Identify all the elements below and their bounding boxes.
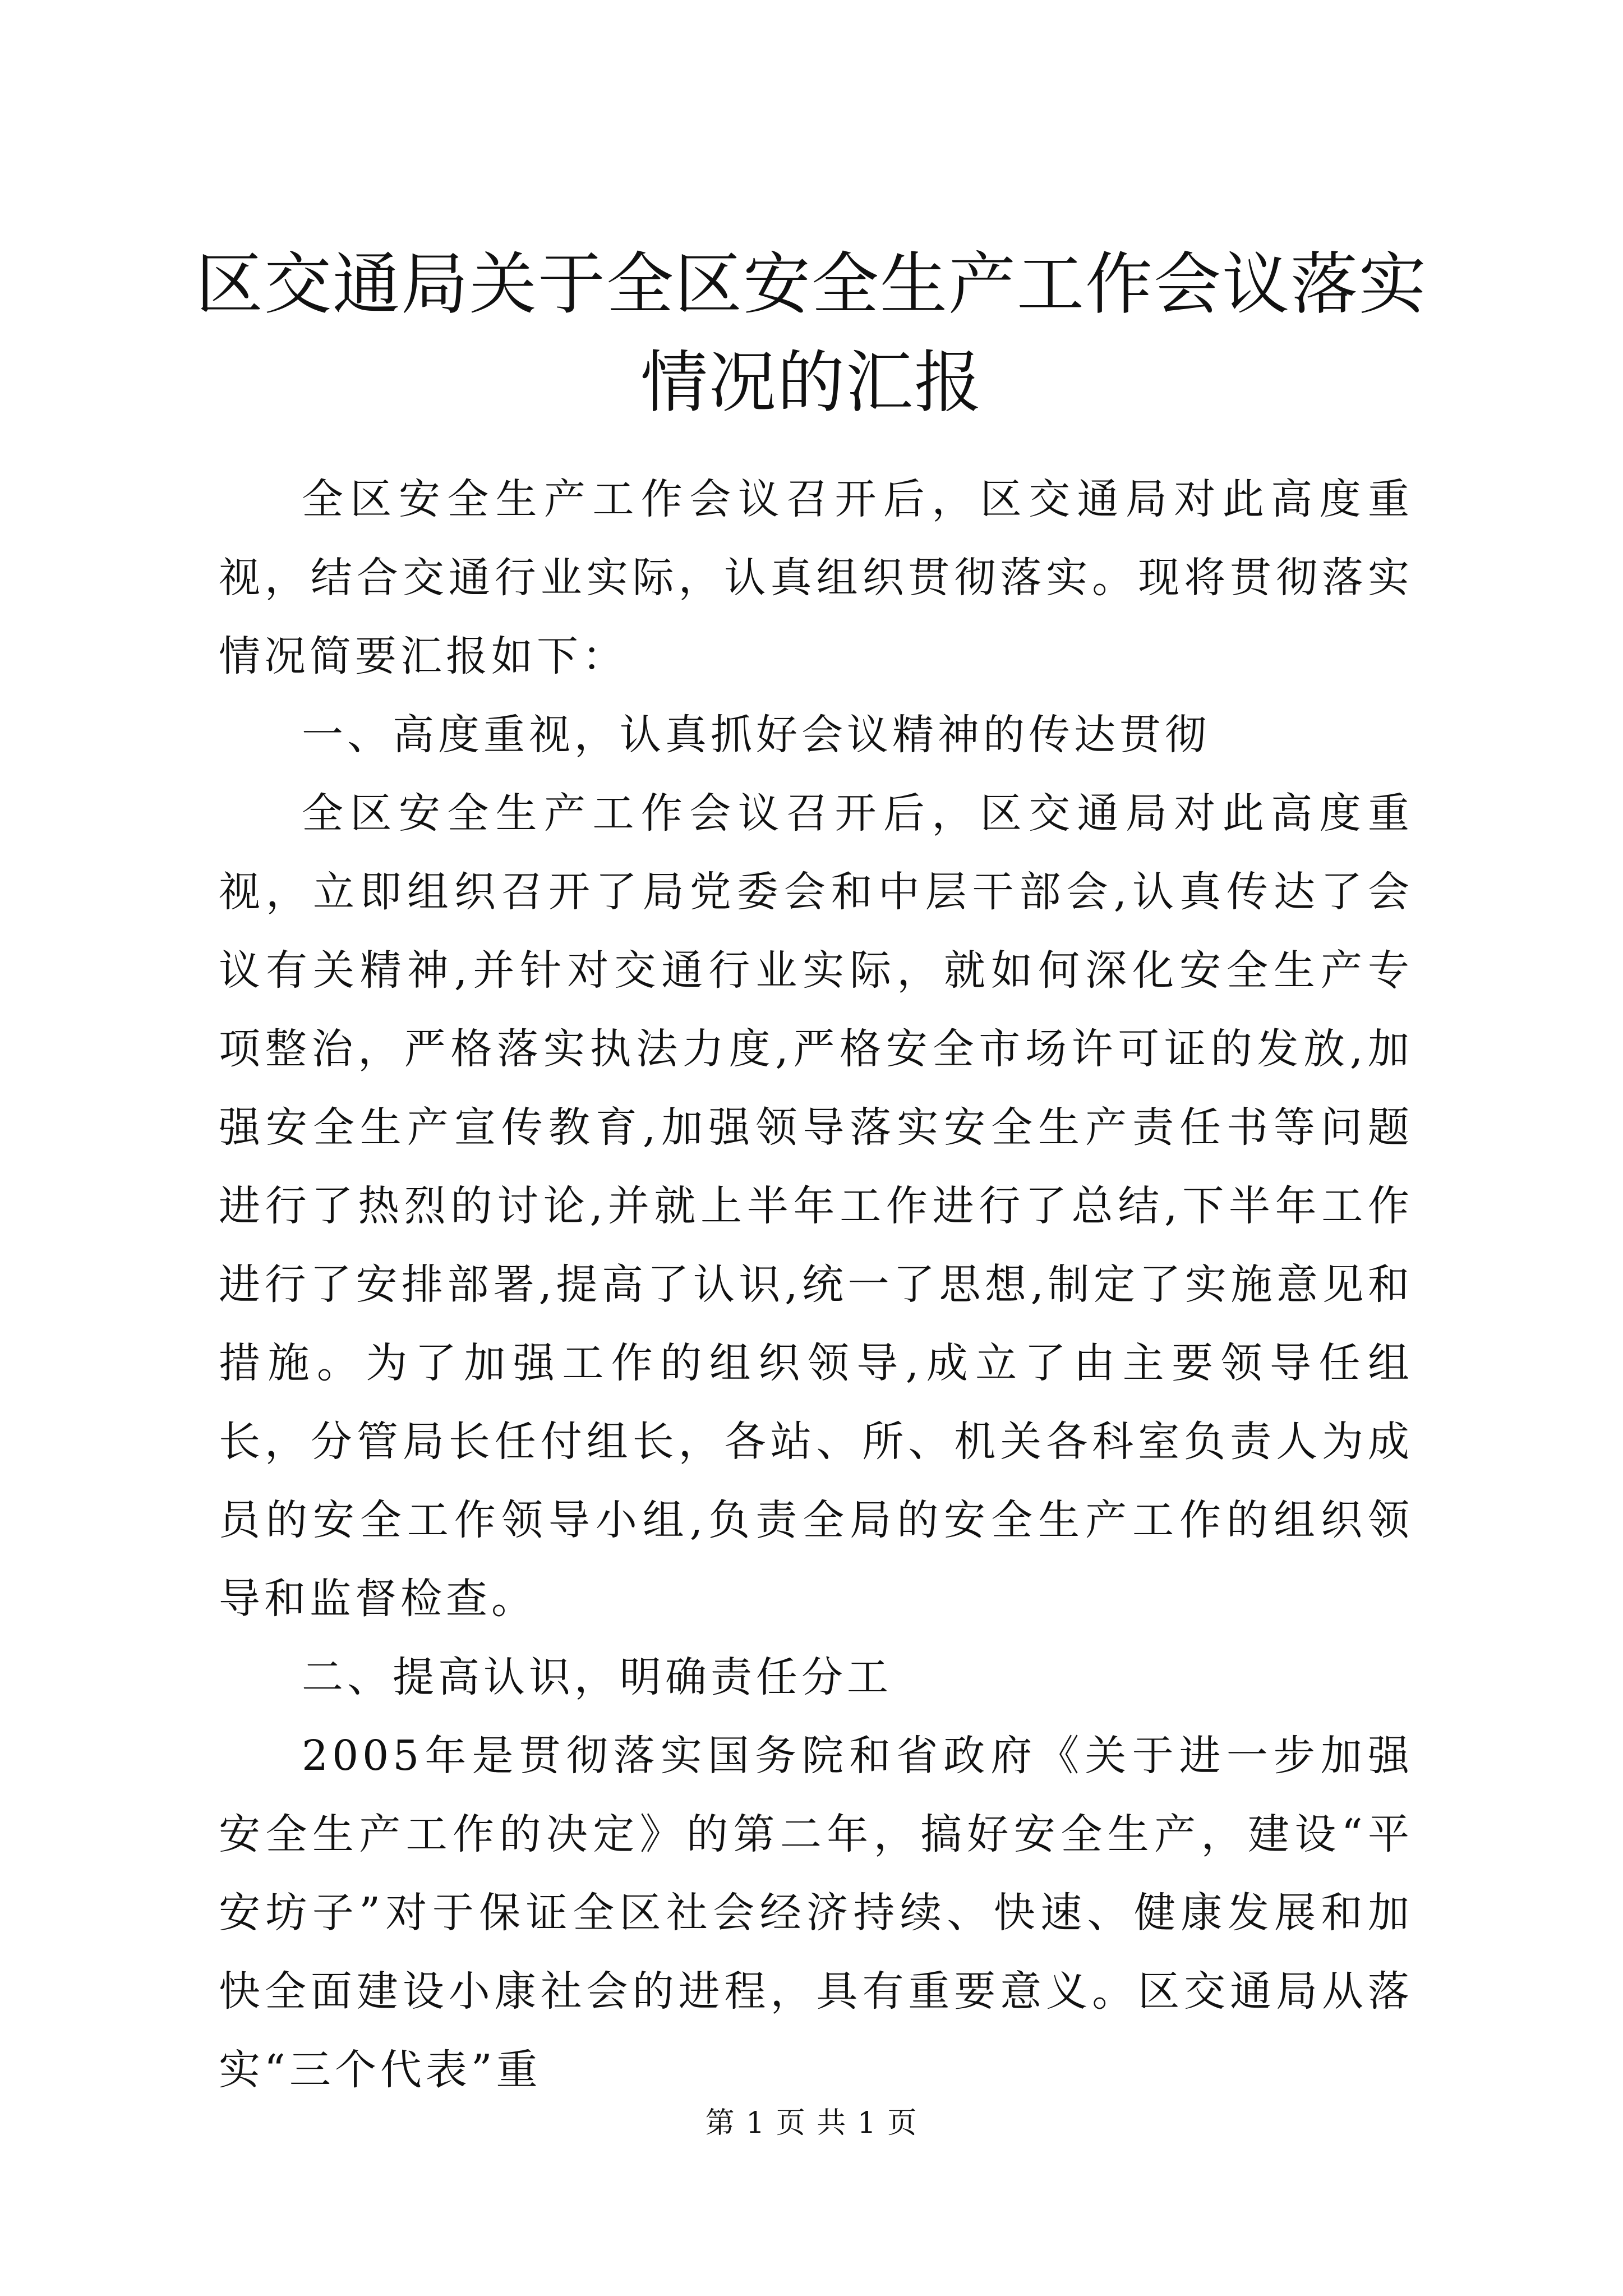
section-heading-2: 二、提高认识，明确责任分工 (302, 1653, 892, 1701)
section-2-paragraph: 2005年是贯彻落实国务院和省政府《关于进一步加强安全生产工作的决定》的第二年，搞好安全生产，建设“平安坊子”对于保证全区社会经济持续、快速、健康发展和加快全面建设小康社会的进程，具有重要意义。区交通局从落实“三个代表”重 (219, 1732, 1413, 2094)
document-title: 区交通局关于全区安全生产工作会议落实情况的汇报 (196, 246, 1427, 422)
intro-paragraph: 全区安全生产工作会议召开后，区交通局对此高度重视，结合交通行业实际，认真组织贯彻落实。现将贯彻落实情况简要汇报如下： (219, 475, 1413, 680)
section-1-paragraph: 全区安全生产工作会议召开后，区交通局对此高度重视，立即组织召开了局党委会和中层干部会,认真传达了会议有关精神,并针对交通行业实际，就如何深化安全生产专项整治，严格落实执法力度,严格安全市场许可证的发放,加强安全生产宣传教育,加强领导落实安全生产责任书等问题进行了热烈的讨论,并就上半年工作进行了总结,下半年工作进行了安排部署,提高了认识,统一了思想,制定了实施意见和措施。为了加强工作的组织领导,成立了由主要领导任组长，分管局长任付组长，各站、所、机关各科室负责人为成员的安全工作领导小组,负责全局的安全生产工作的组织领导和监督检查。 (219, 789, 1413, 1623)
section-heading-1: 一、高度重视，认真抓好会议精神的传达贯彻 (302, 711, 1210, 759)
page-number-footer: 第 1 页 共 1 页 (705, 2106, 918, 2140)
document-body (219, 460, 1413, 2109)
